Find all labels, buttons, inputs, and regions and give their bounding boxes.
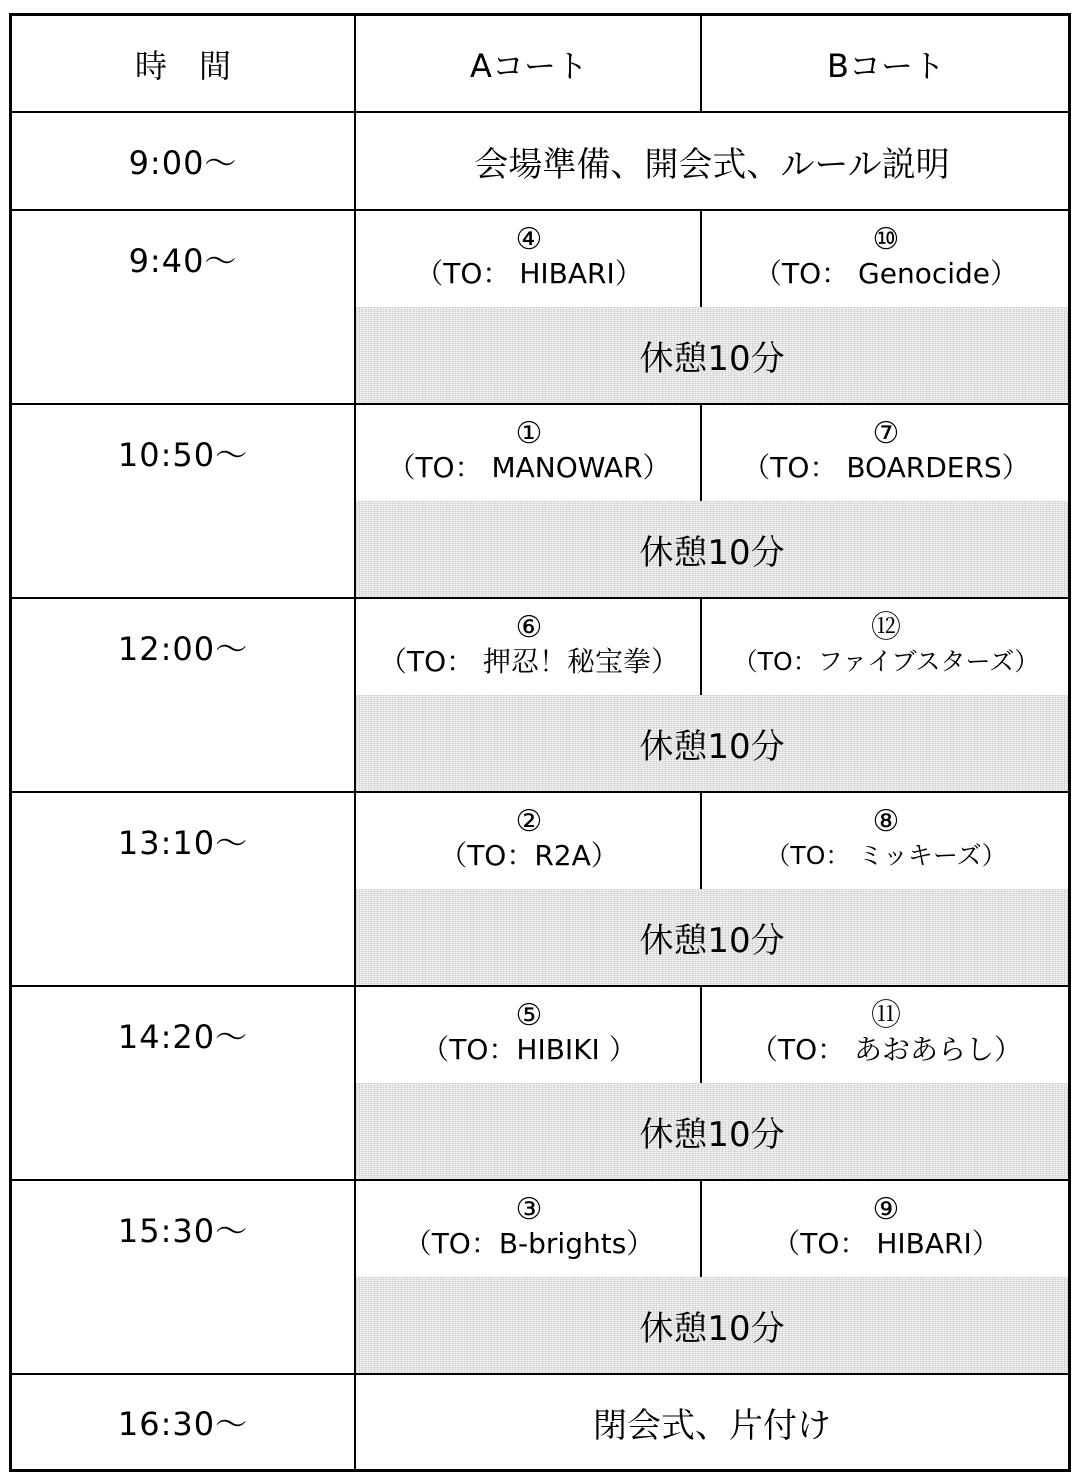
match-number: ⑥: [515, 610, 543, 645]
match-court-a: [356, 805, 702, 873]
match-number: ⑦: [872, 416, 900, 451]
header-time: 時 間: [134, 46, 231, 85]
match-court-b: [704, 223, 1068, 291]
slot-time: 10:50〜: [117, 436, 249, 474]
table-official: （TO： HIBARI）: [415, 257, 643, 290]
break-row: 休憩10分: [356, 1083, 1068, 1179]
court-divider: [700, 987, 702, 1083]
table-official: （TO： HIBARI）: [772, 1227, 1000, 1260]
table-official: （TO： 押忍！秘宝拳）: [378, 645, 680, 678]
match-number: ②: [515, 804, 543, 839]
match-court-a: [356, 999, 702, 1067]
table-official: （TO： ミッキーズ）: [765, 841, 1007, 870]
match-number: ⑨: [872, 1192, 900, 1227]
table-official: （TO： MANOWAR）: [387, 451, 671, 484]
match-number: ⑪: [871, 998, 901, 1033]
match-court-a: [356, 223, 702, 291]
slot-time: 15:30〜: [117, 1212, 249, 1250]
break-row: 休憩10分: [356, 1277, 1068, 1373]
court-divider: [700, 793, 702, 889]
slot-time: 12:00〜: [117, 630, 249, 668]
court-divider: [700, 405, 702, 501]
schedule-table: [9, 13, 1071, 1472]
closing-time: 16:30〜: [117, 1405, 249, 1443]
match-number: ③: [515, 1192, 543, 1227]
match-number: ⑩: [872, 222, 900, 257]
break-row: 休憩10分: [356, 307, 1068, 403]
match-court-b: [704, 999, 1068, 1067]
court-divider: [700, 599, 702, 695]
table-official: （TO： BOARDERS）: [742, 451, 1030, 484]
court-divider: [700, 211, 702, 307]
break-row: 休憩10分: [356, 695, 1068, 791]
match-number: ④: [515, 222, 543, 257]
match-court-a: [356, 1193, 702, 1261]
table-official: （TO：B-brights）: [403, 1227, 655, 1260]
header-court-a: Aコート: [470, 46, 588, 85]
match-court-b: [704, 611, 1068, 679]
slot-time: 9:40〜: [128, 242, 238, 280]
time-column-divider: [354, 16, 356, 1469]
match-number: ⑫: [871, 610, 901, 645]
break-row: 休憩10分: [356, 501, 1068, 597]
table-official: （TO： Genocide）: [753, 257, 1019, 290]
match-court-b: [704, 1193, 1068, 1261]
match-court-a: [356, 417, 702, 485]
court-divider: [700, 16, 702, 111]
match-court-b: [704, 417, 1068, 485]
match-number: ①: [515, 416, 543, 451]
header-court-b: Bコート: [827, 46, 945, 85]
opening-time: 9:00〜: [128, 144, 238, 182]
match-number: ⑤: [515, 998, 543, 1033]
match-number: ⑧: [872, 804, 900, 839]
break-row: 休憩10分: [356, 889, 1068, 985]
match-court-b: [704, 805, 1068, 873]
table-official: （TO：R2A）: [439, 839, 619, 872]
slot-time: 14:20〜: [117, 1018, 249, 1056]
opening-text: 会場準備、開会式、ルール説明: [474, 144, 950, 185]
closing-text: 閉会式、片付け: [593, 1405, 831, 1446]
court-divider: [700, 1181, 702, 1277]
table-official: （TO：ファイブスターズ）: [732, 647, 1040, 676]
table-official: （TO： あおあらし）: [749, 1033, 1023, 1066]
table-official: （TO：HIBIKI ）: [421, 1033, 637, 1066]
match-court-a: [356, 611, 702, 679]
slot-time: 13:10〜: [117, 824, 249, 862]
